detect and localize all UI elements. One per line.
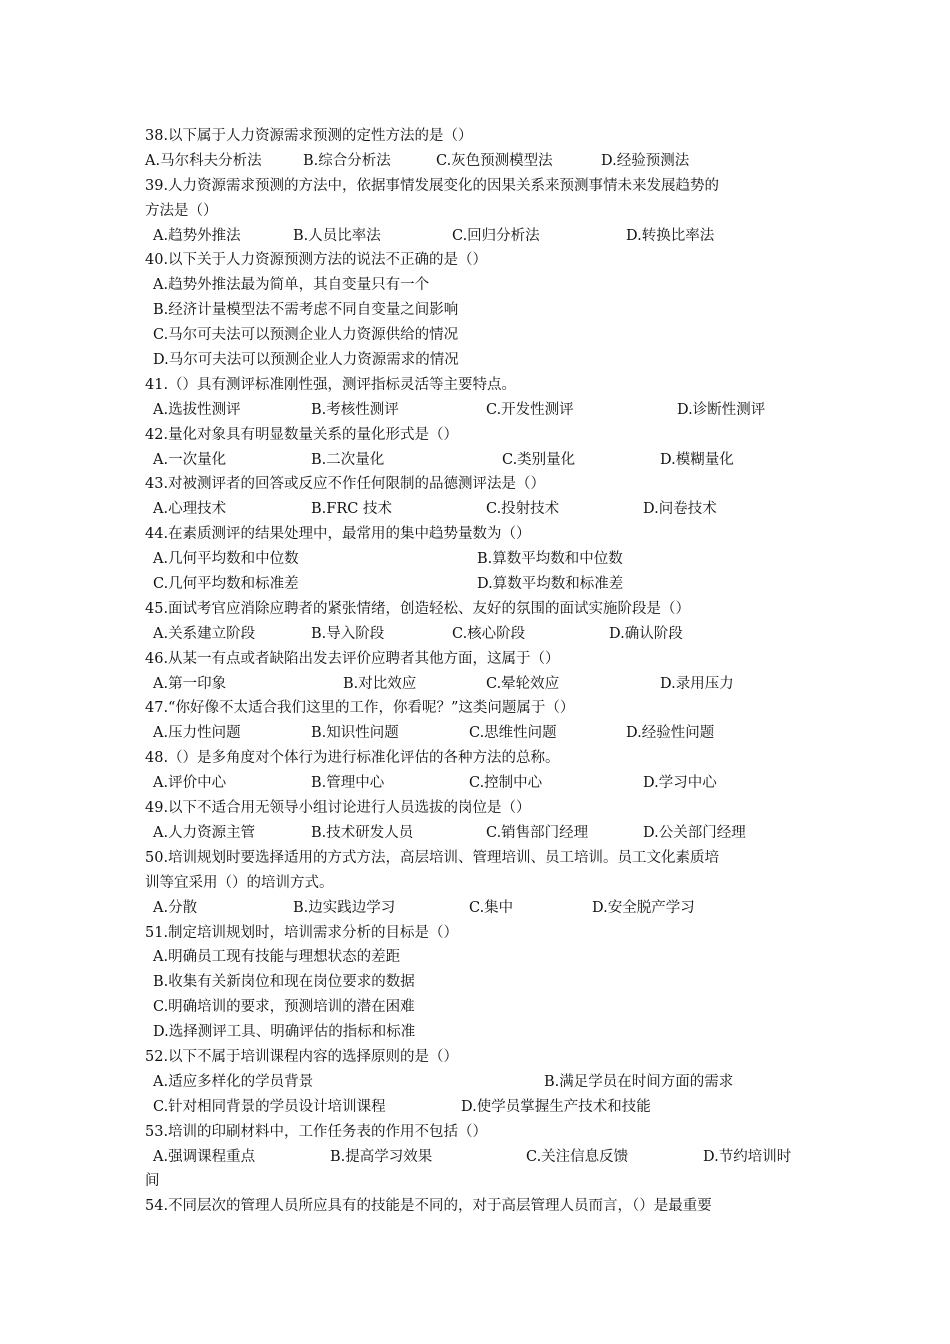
question-41-stem [145,373,810,398]
option-c: C.灰色预测模型法 [436,152,553,169]
option-a: A.趋势外推法 [153,227,241,244]
option-a: A.马尔科夫分析法 [145,152,262,169]
option-d: D.公关部门经理 [643,824,746,841]
question-53-options [145,1145,810,1170]
option-c: C.开发性测评 [486,401,574,418]
question-text: 48.（）是多角度对个体行为进行标准化评估的各种方法的总称。 [145,750,560,767]
question-text: 50.培训规划时要选择适用的方式方法，高层培训、管理培训、员工培训。员工文化素质培 [145,849,720,866]
question-text: 46.从某一有点或者缺陷出发去评价应聘者其他方面，这属于（） [145,650,560,667]
option-d: D.问卷技术 [643,501,717,518]
option-a: A.压力性问题 [153,725,241,742]
question-46-options [145,672,810,697]
option-a: A.关系建立阶段 [153,625,256,642]
option-c: C.马尔可夫法可以预测企业人力资源供给的情况 [153,327,459,344]
option-a: A.选拔性测评 [153,401,241,418]
option-a: A.第一印象 [153,675,227,692]
option-b: B.提高学习效果 [330,1148,433,1165]
option-b: B.算数平均数和中位数 [477,551,623,568]
question-text: 54.不同层次的管理人员所应具有的技能是不同的，对于高层管理人员而言，（）是最重要 [145,1198,712,1215]
question-40-option-b [145,298,810,323]
option-b: B.管理中心 [311,775,385,792]
option-c: C.核心阶段 [452,625,526,642]
option-b: B.二次量化 [311,451,385,468]
question-text: 42.量化对象具有明显数量关系的量化形式是（） [145,426,459,443]
option-d: D.确认阶段 [609,625,683,642]
question-44-options-row1 [145,547,810,572]
option-a: A.分散 [153,899,198,916]
question-text: 39.人力资源需求预测的方法中，依据事情发展变化的因果关系来预测事情未来发展趋势的 [145,177,720,194]
option-d: D.使学员掌握生产技术和技能 [461,1098,651,1115]
option-d: D.模糊量化 [660,451,734,468]
question-52-stem [145,1045,810,1070]
option-d: D.转换比率法 [626,227,715,244]
option-c: C.几何平均数和标准差 [153,576,299,593]
option-c: C.针对相同背景的学员设计培训课程 [153,1098,386,1115]
question-text: 47.“你好像不太适合我们这里的工作，你看呢？”这类问题属于（） [145,700,575,717]
option-b: B.综合分析法 [303,152,391,169]
option-d: D.学习中心 [643,775,717,792]
question-40-stem [145,248,810,273]
option-d: D.录用压力 [660,675,734,692]
question-42-options [145,448,810,473]
question-text: 41.（）具有测评标准刚性强，测评指标灵活等主要特点。 [145,376,517,393]
option-d-continuation: 间 [145,1173,160,1190]
question-45-options [145,622,810,647]
question-44-options-row2 [145,572,810,597]
question-50-options [145,896,810,921]
question-text: 52.以下不属于培训课程内容的选择原则的是（） [145,1048,459,1065]
question-text: 53.培训的印刷材料中，工作任务表的作用不包括（） [145,1123,488,1140]
question-47-options [145,721,810,746]
question-48-options [145,771,810,796]
question-52-options-row2 [145,1095,810,1120]
option-c: C.控制中心 [469,775,543,792]
option-c: C.关注信息反馈 [526,1148,629,1165]
question-text: 45.面试考官应消除应聘者的紧张情绪，创造轻松、友好的氛围的面试实施阶段是（） [145,600,691,617]
question-text: 49.以下不适合用无领导小组讨论进行人员选拔的岗位是（） [145,800,531,817]
option-b: B.FRC 技术 [311,501,392,518]
question-text: 51.制定培训规划时，培训需求分析的目标是（） [145,924,459,941]
question-text: 训等宜采用（）的培训方式。 [145,874,334,891]
question-42-stem [145,423,810,448]
option-a: A.明确员工现有技能与理想状态的差距 [153,949,401,966]
option-d: D.马尔可夫法可以预测企业人力资源需求的情况 [153,352,459,369]
question-44-stem [145,522,810,547]
question-38-options [145,149,810,174]
option-c: C.明确培训的要求，预测培训的潜在困难 [153,999,415,1016]
question-40-option-c [145,323,810,348]
question-50-stem-cont [145,871,810,896]
option-b: B.经济计量模型法不需考虑不同自变量之间影响 [153,302,459,319]
question-39-stem-cont [145,199,810,224]
option-a: A.强调课程重点 [153,1148,256,1165]
option-d: D.节约培训时 [703,1148,792,1165]
question-38-stem [145,124,810,149]
option-b: B.知识性问题 [311,725,399,742]
option-d: D.安全脱产学习 [592,899,695,916]
option-b: B.考核性测评 [311,401,399,418]
option-d: D.算数平均数和标准差 [477,576,624,593]
question-43-stem [145,472,810,497]
option-a: A.一次量化 [153,451,227,468]
option-b: B.导入阶段 [311,625,385,642]
question-52-options-row1 [145,1070,810,1095]
question-49-stem [145,796,810,821]
option-a: A.适应多样化的学员背景 [153,1073,314,1090]
question-40-option-a [145,273,810,298]
question-text: 44.在素质测评的结果处理中，最常用的集中趋势量数为（） [145,526,531,543]
question-51-option-c [145,995,810,1020]
option-a: A.趋势外推法最为简单，其自变量只有一个 [153,277,430,294]
option-c: C.回归分析法 [452,227,540,244]
question-49-options [145,821,810,846]
question-39-stem [145,174,810,199]
question-text: 43.对被测评者的回答或反应不作任何限制的品德测评法是（） [145,476,546,493]
option-d: D.选择测评工具、明确评估的指标和标准 [153,1024,416,1041]
question-54-stem [145,1194,810,1219]
question-text: 40.以下关于人力资源预测方法的说法不正确的是（） [145,252,488,269]
question-43-options [145,497,810,522]
option-a: A.心理技术 [153,501,227,518]
question-53-option-d-cont [145,1169,810,1194]
question-51-option-d [145,1020,810,1045]
option-c: C.投射技术 [486,501,560,518]
question-51-stem [145,921,810,946]
question-50-stem [145,846,810,871]
option-b: B.技术研发人员 [311,824,414,841]
question-46-stem [145,647,810,672]
option-b: B.边实践边学习 [293,899,396,916]
question-text: 方法是（） [145,202,218,219]
question-text: 38.以下属于人力资源需求预测的定性方法的是（） [145,128,473,144]
option-b: B.对比效应 [343,675,417,692]
question-45-stem [145,597,810,622]
option-b: B.满足学员在时间方面的需求 [544,1073,734,1090]
option-b: B.收集有关新岗位和现在岗位要求的数据 [153,974,415,991]
exam-page [145,124,810,1219]
option-c: C.销售部门经理 [486,824,589,841]
option-c: C.集中 [469,899,514,916]
question-53-stem [145,1120,810,1145]
option-a: A.几何平均数和中位数 [153,551,299,568]
option-b: B.人员比率法 [293,227,381,244]
question-51-option-a [145,945,810,970]
option-d: D.经验预测法 [601,152,690,169]
option-d: D.经验性问题 [626,725,715,742]
question-41-options [145,398,810,423]
option-c: C.类别量化 [502,451,576,468]
option-a: A.人力资源主管 [153,824,256,841]
option-d: D.诊断性测评 [677,401,766,418]
question-39-options [145,224,810,249]
question-40-option-d [145,348,810,373]
question-47-stem [145,696,810,721]
option-a: A.评价中心 [153,775,227,792]
question-51-option-b [145,970,810,995]
option-c: C.晕轮效应 [486,675,560,692]
option-c: C.思维性问题 [469,725,557,742]
question-48-stem [145,746,810,771]
